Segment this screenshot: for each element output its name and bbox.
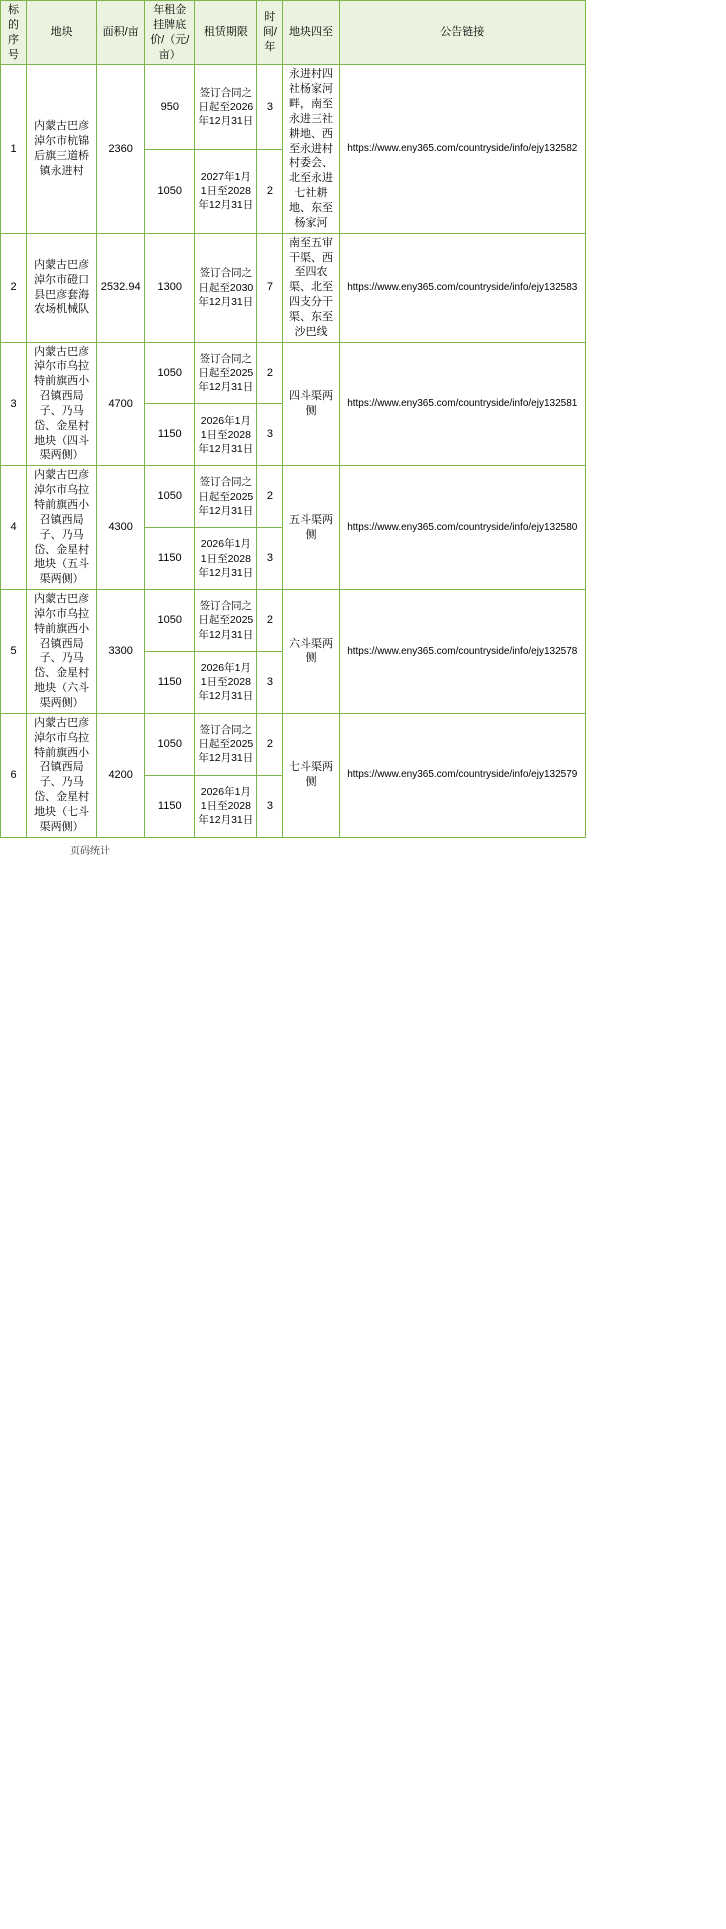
- cell-price: 1300: [145, 233, 195, 342]
- footer-note: 页码统计: [70, 845, 110, 857]
- cell-years: 2: [257, 149, 283, 233]
- header-link: 公告链接: [339, 1, 585, 65]
- table-row: [1, 713, 586, 775]
- header-plot: 地块: [27, 1, 97, 65]
- cell-index: 6: [1, 713, 27, 837]
- cell-years: 3: [257, 65, 283, 149]
- cell-announcement-link[interactable]: https://www.eny365.com/countryside/info/ejy132580: [339, 466, 585, 590]
- cell-boundary: 四斗渠两侧: [283, 342, 339, 466]
- cell-years: 2: [257, 342, 283, 404]
- cell-years: 2: [257, 466, 283, 528]
- cell-years: 3: [257, 775, 283, 837]
- cell-price: 950: [145, 65, 195, 149]
- cell-price: 1150: [145, 528, 195, 590]
- header-row: [1, 1, 586, 65]
- cell-price: 1050: [145, 466, 195, 528]
- header-boundary: 地块四至: [283, 1, 339, 65]
- header-years: 时间/年: [257, 1, 283, 65]
- cell-announcement-link[interactable]: https://www.eny365.com/countryside/info/ejy132579: [339, 713, 585, 837]
- cell-plot: 内蒙古巴彦淖尔市乌拉特前旗西小召镇西局子、乃马岱、金星村地块（六斗渠两侧）: [27, 590, 97, 714]
- cell-plot: 内蒙古巴彦淖尔市乌拉特前旗西小召镇西局子、乃马岱、金星村地块（五斗渠两侧）: [27, 466, 97, 590]
- cell-plot: 内蒙古巴彦淖尔市磴口县巴彦套海农场机械队: [27, 233, 97, 342]
- cell-years: 2: [257, 590, 283, 652]
- cell-boundary: 五斗渠两侧: [283, 466, 339, 590]
- cell-term: 签订合同之日起至2025年12月31日: [195, 590, 257, 652]
- cell-plot: 内蒙古巴彦淖尔市杭锦后旗三道桥镇永进村: [27, 65, 97, 233]
- table-body: [1, 65, 586, 837]
- cell-years: 2: [257, 713, 283, 775]
- land-listing-table: [0, 0, 586, 838]
- table-row: [1, 65, 586, 149]
- cell-announcement-link[interactable]: https://www.eny365.com/countryside/info/ejy132581: [339, 342, 585, 466]
- cell-term: 2026年1月1日至2028年12月31日: [195, 651, 257, 713]
- cell-term: 签订合同之日起至2025年12月31日: [195, 466, 257, 528]
- cell-price: 1050: [145, 713, 195, 775]
- table-row: [1, 342, 586, 404]
- cell-index: 4: [1, 466, 27, 590]
- table-header: [1, 1, 586, 65]
- cell-boundary: 南至五审干渠、西至四农渠、北至四支分干渠、东至沙巴线: [283, 233, 339, 342]
- table-row: [1, 590, 586, 652]
- cell-term: 签订合同之日起至2030年12月31日: [195, 233, 257, 342]
- header-area: 面积/亩: [97, 1, 145, 65]
- cell-boundary: 六斗渠两侧: [283, 590, 339, 714]
- cell-term: 2026年1月1日至2028年12月31日: [195, 528, 257, 590]
- cell-term: 签订合同之日起至2026年12月31日: [195, 65, 257, 149]
- cell-index: 3: [1, 342, 27, 466]
- cell-term: 2026年1月1日至2028年12月31日: [195, 775, 257, 837]
- cell-price: 1050: [145, 590, 195, 652]
- cell-price: 1150: [145, 775, 195, 837]
- table-row: [1, 233, 586, 342]
- header-index: 标的序号: [1, 1, 27, 65]
- cell-area: 2532.94: [97, 233, 145, 342]
- cell-term: 签订合同之日起至2025年12月31日: [195, 342, 257, 404]
- cell-term: 2026年1月1日至2028年12月31日: [195, 404, 257, 466]
- cell-plot: 内蒙古巴彦淖尔市乌拉特前旗西小召镇西局子、乃马岱、金星村地块（七斗渠两侧）: [27, 713, 97, 837]
- document-sheet: [0, 0, 726, 857]
- cell-area: 4200: [97, 713, 145, 837]
- cell-years: 7: [257, 233, 283, 342]
- cell-index: 5: [1, 590, 27, 714]
- cell-years: 3: [257, 651, 283, 713]
- cell-boundary: 七斗渠两侧: [283, 713, 339, 837]
- cell-price: 1150: [145, 404, 195, 466]
- cell-area: 4700: [97, 342, 145, 466]
- cell-price: 1050: [145, 342, 195, 404]
- header-term: 租赁期限: [195, 1, 257, 65]
- cell-term: 签订合同之日起至2025年12月31日: [195, 713, 257, 775]
- cell-plot: 内蒙古巴彦淖尔市乌拉特前旗西小召镇西局子、乃马岱、金星村地块（四斗渠两侧）: [27, 342, 97, 466]
- cell-years: 3: [257, 528, 283, 590]
- cell-announcement-link[interactable]: https://www.eny365.com/countryside/info/ejy132578: [339, 590, 585, 714]
- cell-area: 2360: [97, 65, 145, 233]
- cell-announcement-link[interactable]: https://www.eny365.com/countryside/info/ejy132583: [339, 233, 585, 342]
- cell-index: 2: [1, 233, 27, 342]
- cell-term: 2027年1月1日至2028年12月31日: [195, 149, 257, 233]
- cell-price: 1050: [145, 149, 195, 233]
- table-row: [1, 466, 586, 528]
- cell-index: 1: [1, 65, 27, 233]
- cell-price: 1150: [145, 651, 195, 713]
- cell-years: 3: [257, 404, 283, 466]
- cell-area: 3300: [97, 590, 145, 714]
- cell-announcement-link[interactable]: https://www.eny365.com/countryside/info/ejy132582: [339, 65, 585, 233]
- header-price: 年租金挂牌底价/（元/亩）: [145, 1, 195, 65]
- cell-boundary: 永进村四社杨家河畔，南至永进三社耕地、西至永进村村委会、北至永进七社耕地、东至杨家河: [283, 65, 339, 233]
- cell-area: 4300: [97, 466, 145, 590]
